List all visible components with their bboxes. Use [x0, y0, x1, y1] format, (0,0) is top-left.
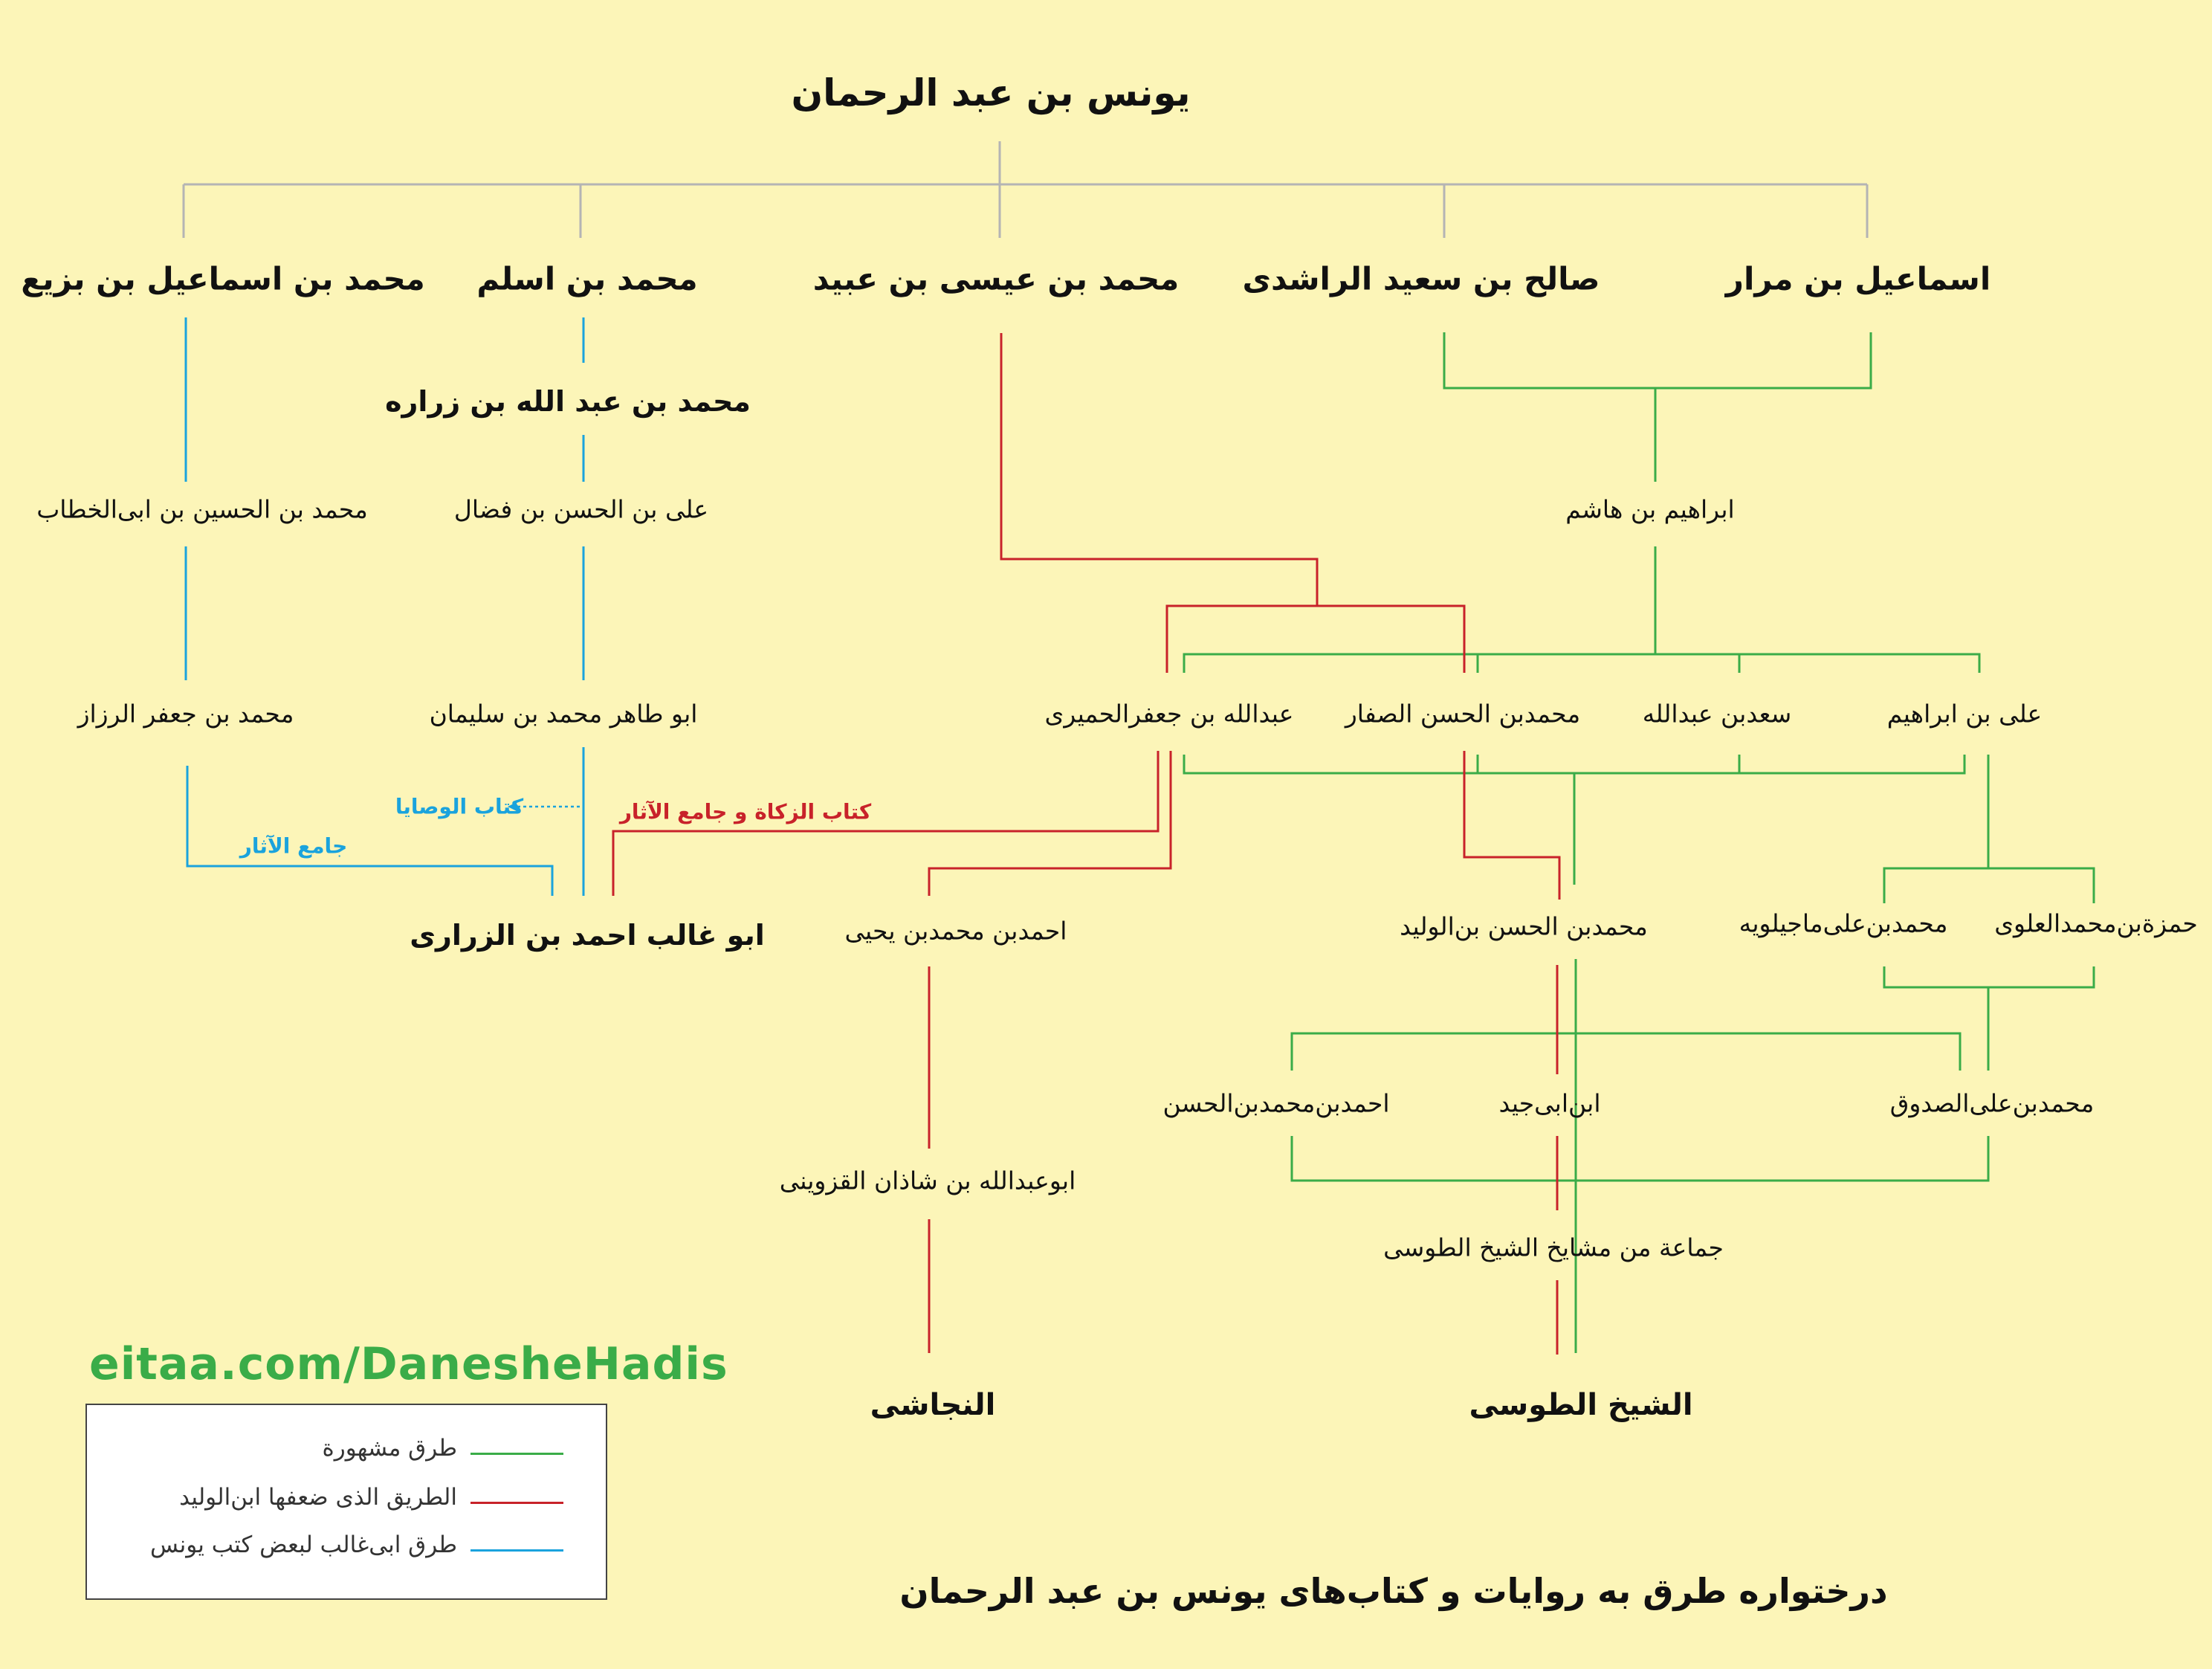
legend-item-red [84, 1479, 606, 1527]
book-label-jami: جامع الآثار [239, 833, 348, 859]
node-ibn-jayyid: ابن‌ابى‌جيد [1498, 1088, 1601, 1118]
red-connectors [613, 333, 1559, 1355]
legend-item-green [84, 1430, 606, 1478]
node-himyari: عبدالله بن جعفرالحميرى [1044, 699, 1294, 729]
node-saffar: محمدبن الحسن الصفار [1345, 699, 1581, 729]
book-label-zakat: كتاب الزكاة و جامع الآثار [619, 799, 872, 824]
diagram-caption: درختواره طرق به روایات و کتاب‌های یونس بن عبد الرحمان [899, 1571, 1888, 1611]
green-connectors [1184, 332, 2094, 1353]
website-link[interactable]: eitaa.com/DaneshеHadis [89, 1338, 728, 1390]
node-qazwini: ابوعبدالله بن شاذان القزوينى [779, 1166, 1076, 1195]
node-majiluyah: محمدبن‌على‌ماجيلويه [1739, 908, 1948, 938]
node-abu-ghalib: ابو غالب احمد بن الزرارى [410, 919, 765, 952]
legend-swatch-blue [470, 1549, 563, 1552]
node-ali-fadhal: على بن الحسن بن فضال [453, 494, 709, 524]
node-salih: صالح بن سعيد الراشدى [1242, 260, 1600, 297]
node-saad: سعدبن عبدالله [1642, 699, 1792, 729]
node-ali-ibrahim: على بن ابراهيم [1886, 699, 2043, 729]
legend-label-red: الطريق الذى ضعفها ابن‌الوليد [179, 1484, 457, 1511]
node-ismail-marrar: اسماعيل بن مرار [1725, 260, 1991, 297]
node-ahmad-yahya: احمدبن محمدبن يحيى [844, 916, 1067, 946]
node-ibrahim-hashim: ابراهيم بن هاشم [1565, 494, 1735, 524]
node-saduq: محمدبن‌على‌الصدوق [1889, 1088, 2095, 1118]
node-ibn-isa: محمد بن عيسى بن عبيد [812, 260, 1180, 297]
node-jamaa: جماعة من مشايخ الشيخ الطوسى [1383, 1233, 1724, 1262]
node-ibn-zurara: محمد بن عبد الله بن زراره [385, 385, 751, 418]
node-ibn-walid: محمدبن الحسن بن‌الوليد [1400, 911, 1648, 941]
book-label-wasaya: كتاب الوصايا [395, 794, 524, 819]
node-yunus: يونس بن عبد الرحمان [791, 71, 1191, 114]
node-tusi: الشيخ الطوسى [1469, 1388, 1693, 1422]
legend-label-blue: طرق ابى‌غالب لبعض كتب يونس [150, 1531, 457, 1558]
node-najashi: النجاشى [870, 1388, 996, 1422]
legend-label-green: طرق مشهورة [322, 1435, 457, 1462]
node-ahmad-hasan: احمدبن‌محمدبن‌الحسن [1162, 1088, 1390, 1118]
legend-swatch-green [470, 1453, 563, 1455]
node-hamza: حمزةبن‌محمدالعلوى [1994, 908, 2198, 938]
legend-box [85, 1404, 607, 1600]
legend-item-blue [84, 1527, 606, 1575]
node-ibn-aslam: محمد بن اسلم [476, 260, 698, 297]
node-ibn-bazi: محمد بن اسماعيل بن بزيع [21, 260, 425, 297]
gray-root-connectors [184, 141, 1867, 238]
node-abu-tahir: ابو طاهر محمد بن سليمان [429, 699, 698, 729]
legend-swatch-red [470, 1502, 563, 1504]
node-ibn-khattab: محمد بن الحسين بن ابى‌الخطاب [36, 494, 368, 524]
node-ibn-razzaz: محمد بن جعفر الرزاز [77, 699, 294, 729]
